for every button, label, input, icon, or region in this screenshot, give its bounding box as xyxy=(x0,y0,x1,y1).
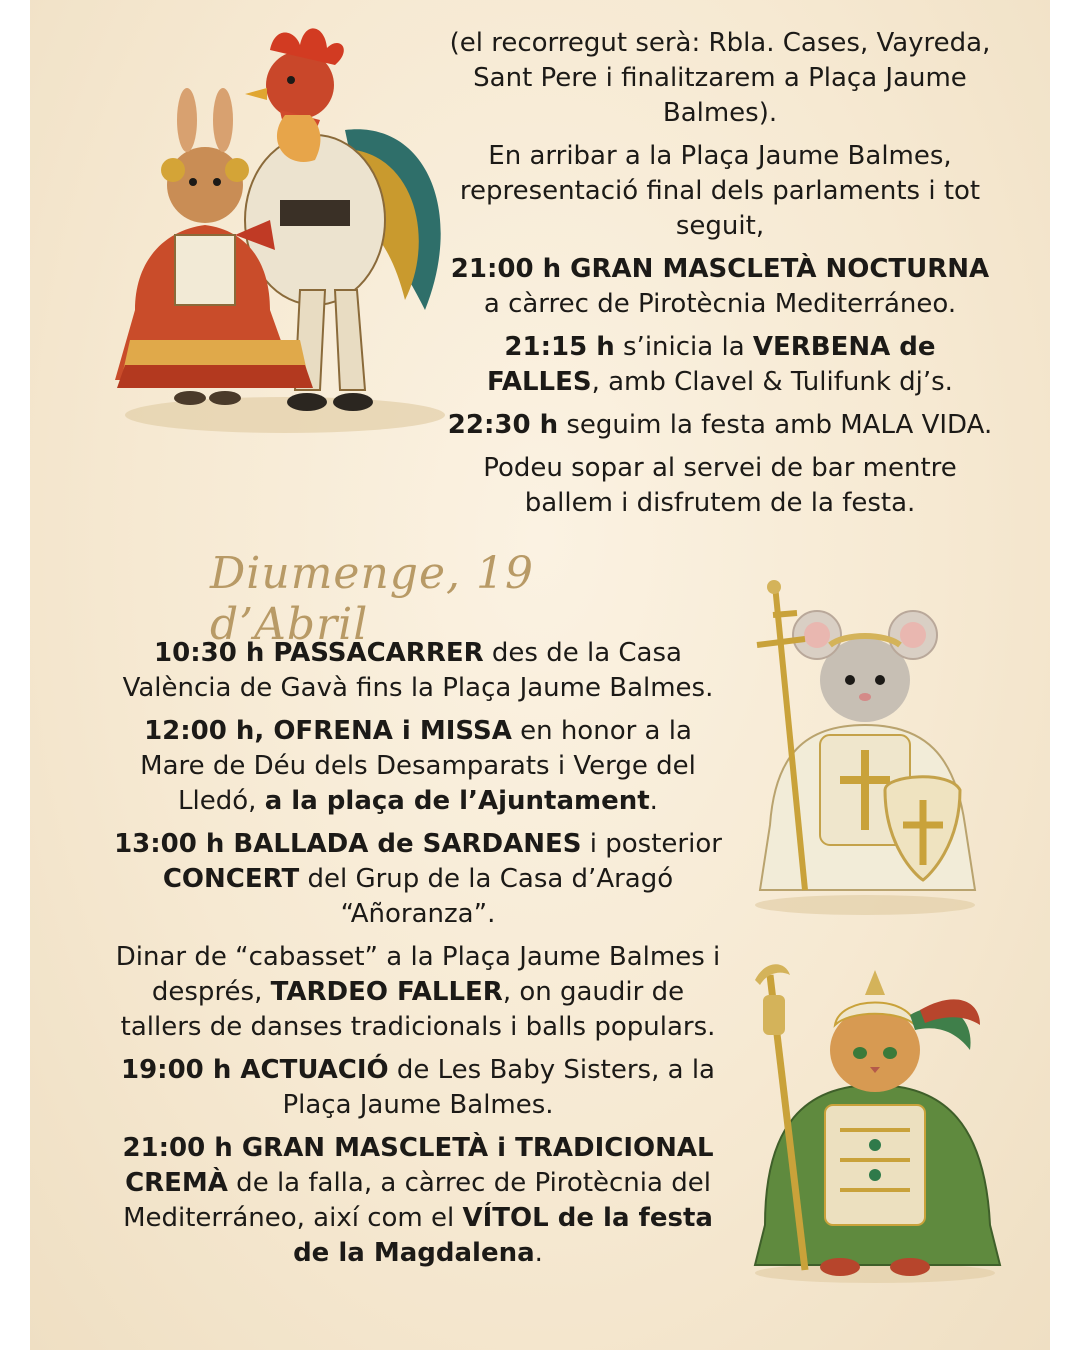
event-passacarrer xyxy=(108,636,728,706)
event-verbena xyxy=(445,330,995,400)
event-detail: , on gaudir de tallers de danses tradicionals i balls populars. xyxy=(120,977,716,1042)
event-detail: a càrrec de Pirotècnia Mediterráneo. xyxy=(483,289,957,319)
event-mascleta-nocturna xyxy=(445,252,995,322)
event-bold: 13:00 h BALLADA de SARDANES xyxy=(114,829,582,859)
event-detail: seguim la festa amb MALA VIDA. xyxy=(558,410,993,440)
event-bold: CONCERT xyxy=(162,864,300,894)
event-time: 21:15 h xyxy=(504,332,615,362)
rooster-rabbit-couple-illustration xyxy=(95,10,455,450)
sunday-program xyxy=(108,636,728,1279)
event-mala-vida xyxy=(445,408,995,443)
event-detail: de Les Baby Sisters, a la Plaça Jaume Balmes. xyxy=(282,1055,715,1120)
event-bold: a la plaça de l’Ajuntament xyxy=(264,786,650,816)
event-sardanes-concert xyxy=(108,827,728,932)
event-detail: en honor a la Mare de Déu dels Desamparats i Verge del Lledó, xyxy=(140,716,696,816)
event-bold: VERBENA de FALLES xyxy=(487,332,936,397)
event-dinar-tardeo xyxy=(108,940,728,1045)
final-speeches-note: En arribar a la Plaça Jaume Balmes, representació final dels parlaments i tot seguit, xyxy=(459,141,981,241)
event-bold: 12:00 h, OFRENA i MISSA xyxy=(144,716,512,746)
event-detail: Dinar de “cabasset” a la Plaça Jaume Balmes i després, xyxy=(115,942,721,1007)
event-bold: 19:00 h ACTUACIÓ xyxy=(121,1055,389,1085)
event-bold: VÍTOL de la festa de la Magdalena xyxy=(293,1203,713,1268)
event-detail: . xyxy=(534,1238,543,1268)
event-ofrena-missa xyxy=(108,714,728,819)
event-bold: 10:30 h PASSACARRER xyxy=(154,638,484,668)
event-bold: 21:00 h GRAN MASCLETÀ i TRADICIONAL CREMÀ xyxy=(122,1133,714,1198)
route-note: (el recorregut serà: Rbla. Cases, Vayreda, Sant Pere i finalitzarem a Plaça Jaume Balmes). xyxy=(449,28,991,128)
day-heading: Diumenge, 19 d’Abril xyxy=(210,548,534,650)
event-actuacio xyxy=(108,1053,728,1123)
event-crema xyxy=(108,1131,728,1271)
bar-service-note: Podeu sopar al servei de bar mentre ballem i disfrutem de la festa. xyxy=(483,453,957,518)
event-time: 22:30 h xyxy=(447,410,559,440)
event-detail: des de la Casa València de Gavà fins la Plaça Jaume Balmes. xyxy=(122,638,714,703)
event-detail: . xyxy=(649,786,658,816)
event-detail: de la falla, a càrrec de Pirotècnia del Mediterráneo, així com el xyxy=(123,1168,711,1233)
saturday-evening-program xyxy=(445,26,995,529)
mouse-knight-illustration xyxy=(735,575,995,920)
event-bold: 21:00 h GRAN MASCLETÀ NOCTURNA xyxy=(450,254,990,284)
event-detail: s’inicia la xyxy=(614,332,753,362)
event-detail: del Grup de la Casa d’Aragó “Añoranza”. xyxy=(299,864,674,929)
cat-warrior-illustration xyxy=(725,955,1015,1285)
event-detail: i posterior xyxy=(581,829,722,859)
event-bold: TARDEO FALLER xyxy=(270,977,503,1007)
poster-page xyxy=(30,0,1050,1350)
event-detail: , amb Clavel & Tulifunk dj’s. xyxy=(591,367,953,397)
